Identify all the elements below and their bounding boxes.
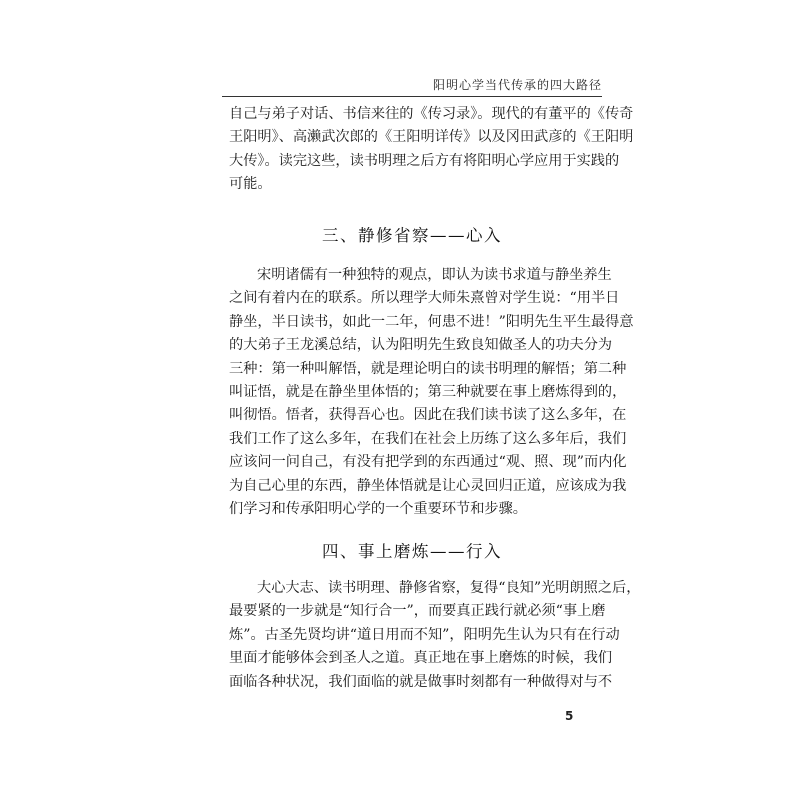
text-line: 可能。	[229, 176, 272, 193]
text-line: 宋明诸儒有一种独特的观点，即认为读书求道与静坐养生	[257, 267, 612, 283]
text-line: 叫证悟，就是在静坐里体悟的；第三种就要在事上磨炼得到的，	[229, 383, 627, 400]
text-line: 我们工作了这么多年，在我们在社会上历练了这么多年后，我们	[229, 430, 627, 447]
section-heading-4: 四、事上磨炼——行入	[322, 542, 502, 561]
running-header: 阳明心学当代传承的四大路径	[432, 78, 602, 92]
text-line: 们学习和传承阳明心学的一个重要环节和步骤。	[229, 500, 527, 517]
text-line: 里面才能够体会到圣人之道。真正地在事上磨炼的时候，我们	[229, 650, 613, 667]
text-line: 大传》。读完这些，读书明理之后方有将阳明心学应用于实践的	[229, 152, 620, 169]
section-heading-3: 三、静修省察——心入	[322, 226, 502, 245]
text-line: 自己与弟子对话、书信来往的《传习录》。现代的有董平的《传奇	[229, 106, 634, 122]
text-line: 大心大志、读书明理、静修省察，复得“良知”光明朗照之后，	[257, 580, 641, 596]
page-number: 5	[565, 709, 574, 723]
text-line: 应该问一问自己，有没有把学到的东西通过“观、照、现”而内化	[229, 454, 627, 471]
header-rule	[222, 96, 602, 97]
text-line: 叫彻悟。悟者，获得吾心也。因此在我们读书读了这么多年，在	[229, 407, 627, 424]
paragraph-section-4	[229, 577, 641, 694]
text-line: 之间有着内在的联系。所以理学大师朱熹曾对学生说：“用半日	[229, 290, 620, 307]
text-line: 为自己心里的东西，静坐体悟就是让心灵回归正道，应该成为我	[229, 477, 627, 494]
text-line: 炼”。古圣先贤均讲“道日用而不知”，阳明先生认为只有在行动	[229, 626, 620, 643]
paragraph-section-3	[229, 264, 634, 521]
paragraph-continuation	[229, 103, 634, 197]
text-line: 静坐，半日读书，如此一二年，何患不进！”阳明先生平生最得意	[229, 313, 634, 330]
text-line: 最要紧的一步就是“知行合一”，而要真正践行就必须“事上磨	[229, 603, 606, 620]
text-line: 王阳明》、高濑武次郎的《王阳明详传》以及冈田武彦的《王阳明	[229, 129, 634, 146]
text-line: 的大弟子王龙溪总结，认为阳明先生致良知做圣人的功夫分为	[229, 337, 613, 354]
text-line: 面临各种状况，我们面临的就是做事时刻都有一种做得对与不	[229, 673, 613, 690]
text-line: 三种：第一种叫解悟，就是理论明白的读书明理的解悟；第二种	[229, 360, 627, 377]
